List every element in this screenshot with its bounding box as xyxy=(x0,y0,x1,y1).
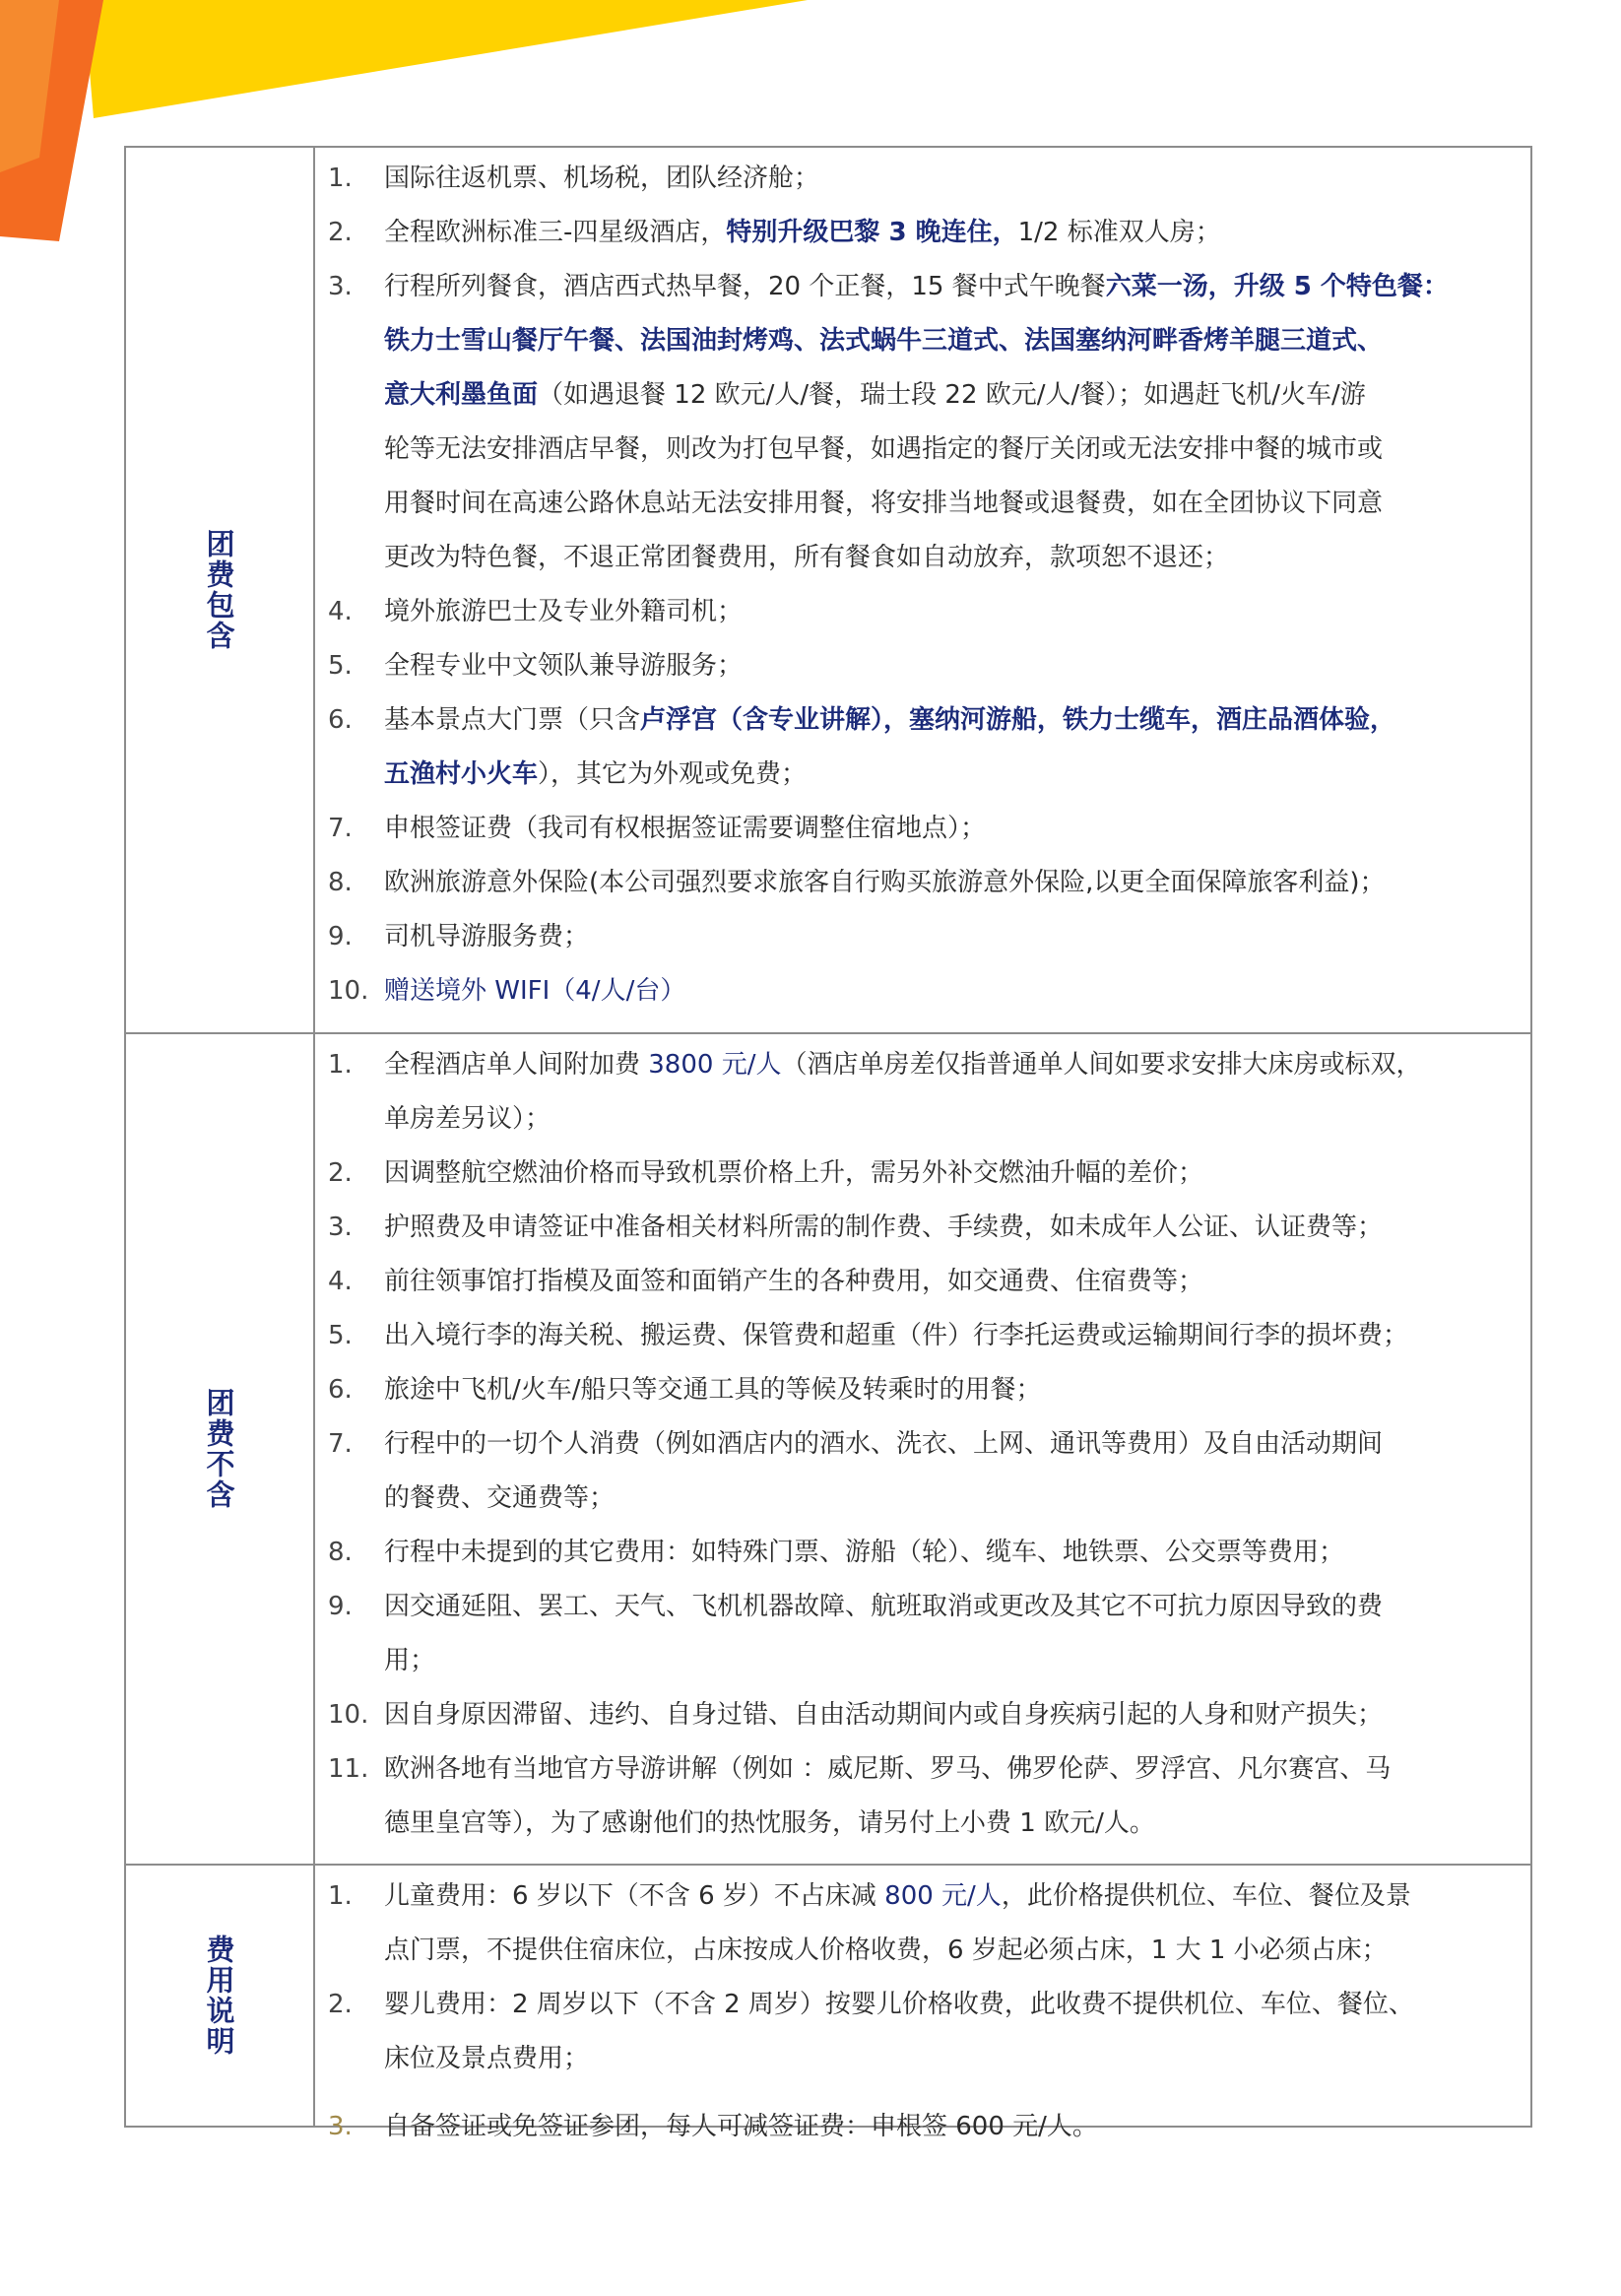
item-text: 行程所列餐食，酒店西式热早餐，20 个正餐，15 餐中式午晚餐 xyxy=(384,272,1106,301)
section-excluded xyxy=(126,1032,1530,1864)
list-item xyxy=(328,1580,1521,1688)
item-line xyxy=(384,423,1521,477)
item-number: 7. xyxy=(328,814,353,843)
item-text: 因调整航空燃油价格而导致机票价格上升，需另外补交燃油升幅的差价； xyxy=(384,1158,1204,1188)
item-line xyxy=(384,639,1521,693)
item-line xyxy=(384,1870,1521,1924)
item-line xyxy=(384,368,1521,423)
list-item xyxy=(328,152,1521,206)
item-line xyxy=(384,1580,1521,1634)
item-line xyxy=(384,1255,1521,1309)
item-text: 德里皇宫等），为了感谢他们的热忱服务，请另付上小费 1 欧元/人。 xyxy=(384,1808,1155,1838)
item-number: 9. xyxy=(328,1592,353,1621)
list-item xyxy=(328,1201,1521,1255)
item-line xyxy=(384,1472,1521,1526)
list-item xyxy=(328,585,1521,639)
list-item xyxy=(328,1978,1521,2086)
list-item xyxy=(328,1309,1521,1363)
list-item xyxy=(328,856,1521,910)
item-line xyxy=(384,1634,1521,1688)
item-line xyxy=(384,748,1521,802)
item-line xyxy=(384,477,1521,531)
list-item xyxy=(328,639,1521,693)
item-number: 4. xyxy=(328,1267,353,1296)
highlight-text: 赠送境外 WIFI（4/人/台） xyxy=(384,976,686,1006)
item-number: 8. xyxy=(328,1538,353,1567)
section-header xyxy=(126,1034,315,1864)
item-text: 单房差另议）； xyxy=(384,1104,551,1134)
item-line xyxy=(384,1797,1521,1851)
list-item xyxy=(328,1870,1521,1978)
item-line xyxy=(384,1201,1521,1255)
item-text: 的餐费、交通费等； xyxy=(384,1483,616,1513)
item-line xyxy=(384,1038,1521,1092)
item-line xyxy=(384,1092,1521,1147)
item-text: 因自身原因滞留、违约、自身过错、自由活动期间内或自身疾病引起的人身和财产损失； xyxy=(384,1700,1384,1730)
item-line xyxy=(384,531,1521,585)
highlight-text: 特别升级巴黎 3 晚连住， xyxy=(726,218,1018,247)
item-text: 点门票，不提供住宿床位，占床按成人价格收费，6 岁起必须占床，1 大 1 小必须占床； xyxy=(384,1935,1388,1965)
item-number: 2. xyxy=(328,1990,353,2019)
list-item xyxy=(328,1147,1521,1201)
item-number: 3. xyxy=(328,2112,353,2141)
list-item xyxy=(328,1742,1521,1851)
highlight-text: 意大利墨鱼面 xyxy=(384,380,539,410)
list-item xyxy=(328,1688,1521,1742)
item-number: 9. xyxy=(328,922,353,951)
item-text: 儿童费用：6 岁以下（不含 6 岁）不占床减 xyxy=(384,1881,885,1911)
list-item xyxy=(328,2100,1521,2154)
item-line xyxy=(384,2100,1521,2154)
item-text: 旅途中飞机/火车/船只等交通工具的等候及转乘时的用餐； xyxy=(384,1375,1042,1405)
item-line xyxy=(384,152,1521,206)
item-text: 护照费及申请签证中准备相关材料所需的制作费、手续费，如未成年人公证、认证费等； xyxy=(384,1213,1384,1242)
item-text: （如遇退餐 12 欧元/人/餐，瑞士段 22 欧元/人/餐）；如遇赶飞机/火车/游 xyxy=(538,380,1366,410)
item-number: 1. xyxy=(328,1050,353,1080)
section-header-text: 团费不含 xyxy=(202,1388,236,1510)
item-text: 更改为特色餐，不退正常团餐费用，所有餐食如自动放弃，款项恕不退还； xyxy=(384,543,1230,572)
item-text: 行程中的一切个人消费（例如酒店内的酒水、洗衣、上网、通讯等费用）及自由活动期间 xyxy=(384,1429,1384,1459)
section-header-text: 费用说明 xyxy=(202,1935,236,2057)
item-number: 3. xyxy=(328,1213,353,1242)
item-line xyxy=(384,1688,1521,1742)
item-text: 境外旅游巴士及专业外籍司机； xyxy=(384,597,744,626)
item-number: 10. xyxy=(328,1700,369,1730)
item-number: 8. xyxy=(328,868,353,897)
item-line xyxy=(384,856,1521,910)
item-number: 2. xyxy=(328,1158,353,1188)
highlight-text: 铁力士雪山餐厅午餐、法国油封烤鸡、法式蜗牛三道式、法国塞纳河畔香烤羊腿三道式、 xyxy=(384,326,1384,356)
item-text: ，此价格提供机位、车位、餐位及景 xyxy=(1001,1881,1411,1911)
item-line xyxy=(384,1742,1521,1797)
item-line xyxy=(384,206,1521,260)
section-header xyxy=(126,148,315,1032)
item-number: 7. xyxy=(328,1429,353,1459)
item-text: 用； xyxy=(384,1646,436,1675)
highlight-text: 五渔村小火车 xyxy=(384,759,539,789)
item-number: 11. xyxy=(328,1754,369,1784)
item-text: 轮等无法安排酒店早餐，则改为打包早餐，如遇指定的餐厅关闭或无法安排中餐的城市或 xyxy=(384,434,1384,464)
list-item xyxy=(328,964,1521,1018)
list-item xyxy=(328,693,1521,802)
highlight-text: 六菜一汤，升级 5 个特色餐： xyxy=(1105,272,1449,301)
item-text: 全程专业中文领队兼导游服务； xyxy=(384,651,744,681)
item-line xyxy=(384,1526,1521,1580)
item-line xyxy=(384,964,1521,1018)
list-item xyxy=(328,1526,1521,1580)
item-list xyxy=(328,1870,1521,2154)
item-text: 欧洲各地有当地官方导游讲解（例如 ：威尼斯、罗马、佛罗伦萨、罗浮宫、凡尔赛宫、马 xyxy=(384,1754,1392,1784)
list-item xyxy=(328,1417,1521,1526)
item-line xyxy=(384,585,1521,639)
item-number: 10. xyxy=(328,976,369,1006)
item-number: 4. xyxy=(328,597,353,626)
item-line xyxy=(384,1417,1521,1472)
item-text: 基本景点大门票（只含 xyxy=(384,705,641,735)
item-text: 自备签证或免签证参团，每人可减签证费：申根签 600 元/人。 xyxy=(384,2112,1098,2141)
item-text: 前往领事馆打指模及面签和面销产生的各种费用，如交通费、住宿费等； xyxy=(384,1267,1204,1296)
item-text: 因交通延阻、罢工、天气、飞机机器故障、航班取消或更改及其它不可抗力原因导致的费 xyxy=(384,1592,1384,1621)
section-header-text: 团费包含 xyxy=(202,529,236,651)
list-item xyxy=(328,260,1521,585)
list-item xyxy=(328,910,1521,964)
item-number: 6. xyxy=(328,1375,353,1405)
highlight-text: 800 元/人 xyxy=(884,1881,1002,1911)
highlight-text: 卢浮宫（含专业讲解），塞纳河游船，铁力士缆车，酒庄品酒体验， xyxy=(640,705,1396,735)
item-text: 出入境行李的海关税、搬运费、保管费和超重（件）行李托运费或运输期间行李的损坏费； xyxy=(384,1321,1409,1350)
list-item xyxy=(328,1363,1521,1417)
item-text: 行程中未提到的其它费用：如特殊门票、游船（轮）、缆车、地铁票、公交票等费用； xyxy=(384,1538,1345,1567)
fee-table xyxy=(124,146,1532,2141)
item-line xyxy=(384,260,1521,314)
section-header xyxy=(126,1866,315,2126)
item-number: 3. xyxy=(328,272,353,301)
item-text: 全程酒店单人间附加费 xyxy=(384,1050,649,1080)
item-text: 欧洲旅游意外保险(本公司强烈要求旅客自行购买旅游意外保险,以更全面保障旅客利益)； xyxy=(384,868,1386,897)
item-number: 5. xyxy=(328,1321,353,1350)
item-line xyxy=(384,314,1521,368)
item-text: 床位及景点费用； xyxy=(384,2044,590,2073)
list-item xyxy=(328,1038,1521,1147)
item-line xyxy=(384,910,1521,964)
item-text: （酒店单房差仅指普通单人间如要求安排大床房或标双， xyxy=(781,1050,1422,1080)
item-list xyxy=(328,152,1521,1018)
item-line xyxy=(384,1363,1521,1417)
highlight-text: 3800 元/人 xyxy=(648,1050,782,1080)
item-text: 1/2 标准双人房； xyxy=(1017,218,1221,247)
item-text: 国际往返机票、机场税，团队经济舱； xyxy=(384,164,820,193)
item-line xyxy=(384,1309,1521,1363)
item-number: 1. xyxy=(328,164,353,193)
item-list xyxy=(328,1038,1521,1851)
item-number: 2. xyxy=(328,218,353,247)
item-number: 1. xyxy=(328,1881,353,1911)
item-line xyxy=(384,802,1521,856)
item-line xyxy=(384,693,1521,748)
list-item xyxy=(328,206,1521,260)
section-included xyxy=(126,148,1530,1032)
item-text: 用餐时间在高速公路休息站无法安排用餐，将安排当地餐或退餐费，如在全团协议下同意 xyxy=(384,489,1384,518)
item-line xyxy=(384,1147,1521,1201)
item-text: 申根签证费（我司有权根据签证需要调整住宿地点）； xyxy=(384,814,987,843)
item-line xyxy=(384,2032,1521,2086)
item-text: 司机导游服务费； xyxy=(384,922,590,951)
item-line xyxy=(384,1978,1521,2032)
item-text: ），其它为外观或免费； xyxy=(538,759,808,789)
list-item xyxy=(328,1255,1521,1309)
item-number: 5. xyxy=(328,651,353,681)
item-number: 6. xyxy=(328,705,353,735)
section-notes xyxy=(126,1864,1530,2141)
item-text: 全程欧洲标准三-四星级酒店， xyxy=(384,218,727,247)
item-line xyxy=(384,1924,1521,1978)
list-item xyxy=(328,802,1521,856)
item-text: 婴儿费用：2 周岁以下（不含 2 周岁）按婴儿价格收费，此收费不提供机位、车位、餐位、 xyxy=(384,1990,1414,2019)
